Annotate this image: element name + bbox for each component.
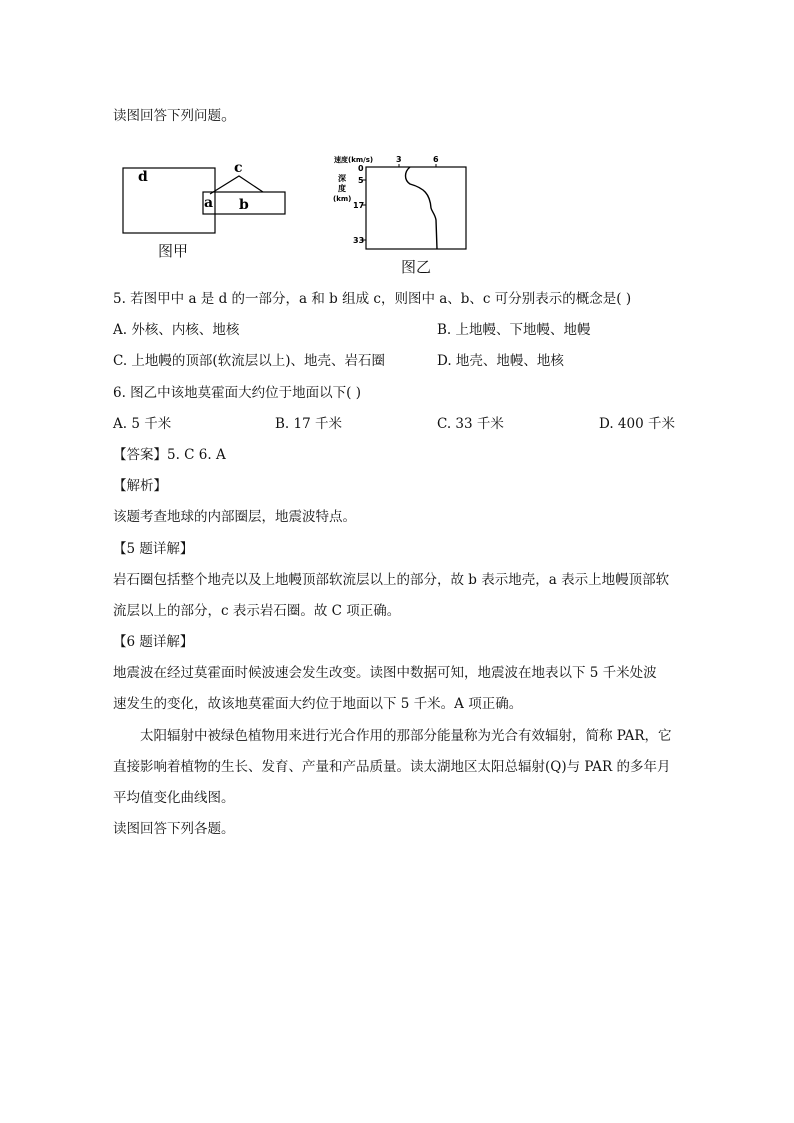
q5-stem: 5. 若图甲中 a 是 d 的一部分，a 和 b 组成 c，则图中 a、b、c 可分别表示的概念是( )	[113, 291, 632, 307]
answer-line: 【答案】5. C 6. A	[113, 447, 226, 463]
depth-33: 33	[353, 236, 365, 245]
intro-label: 读图回答下列问题	[113, 108, 221, 124]
passage-line-1: 太阳辐射中被绿色植物用来进行光合作用的那部分能量称为光合有效辐射，简称 PAR，它	[140, 728, 672, 744]
passage-line-3: 平均值变化曲线图。	[113, 790, 235, 806]
tick-3: 3	[396, 155, 402, 164]
q5-option-d: D. 地壳、地幔、地核	[437, 353, 564, 369]
figure-yi-caption: 图乙	[401, 258, 432, 276]
label-a: a	[204, 195, 214, 211]
detail5-line-1: 岩石圈包括整个地壳以及上地幔顶部软流层以上的部分，故 b 表示地壳，a 表示上地幔顶部软	[113, 572, 670, 588]
detail6-line-1: 地震波在经过莫霍面时候波速会发生改变。读图中数据可知，地震波在地表以下 5 千米处波	[113, 665, 657, 681]
label-b: b	[239, 197, 249, 213]
q5-option-c: C. 上地幔的顶部(软流层以上)、地壳、岩石圈	[113, 353, 385, 369]
q6-stem: 6. 图乙中该地莫霍面大约位于地面以下( )	[113, 385, 361, 401]
figure-jia-diagram	[118, 160, 298, 240]
detail6-title: 【6 题详解】	[113, 634, 194, 650]
figure-yi-chart	[328, 150, 478, 256]
depth-label-2: 度	[338, 184, 346, 193]
depth-label-1: 深	[338, 174, 346, 183]
final-instruction: 读图回答下列各题。	[113, 821, 235, 837]
intro-mark: 。	[221, 105, 238, 124]
velocity-label: 速度(km/s)	[334, 156, 374, 164]
analysis-text: 该题考查地球的内部圈层，地震波特点。	[113, 509, 356, 525]
figure-jia	[118, 160, 298, 265]
depth-17: 17	[353, 201, 365, 210]
detail5-title: 【5 题详解】	[113, 541, 194, 557]
q5-option-a: A. 外核、内核、地核	[113, 322, 240, 338]
depth-label-3: (km)	[333, 195, 352, 203]
q6-option-b: B. 17 千米	[275, 416, 342, 432]
depth-5: 5	[358, 176, 364, 185]
depth-0: 0	[358, 164, 364, 173]
figure-jia-caption: 图甲	[158, 242, 189, 260]
q5-option-b: B. 上地幔、下地幔、地幔	[437, 322, 591, 338]
analysis-title: 【解析】	[113, 478, 167, 494]
intro-text	[113, 106, 237, 125]
passage-line-2: 直接影响着植物的生长、发育、产量和产品质量。读太湖地区太阳总辐射(Q)与 PAR 的多年月	[113, 759, 671, 775]
q6-option-d: D. 400 千米	[599, 416, 675, 432]
label-d: d	[138, 169, 148, 185]
detail6-line-2: 速发生的变化，故该地莫霍面大约位于地面以下 5 千米。A 项正确。	[113, 696, 523, 712]
q6-option-c: C. 33 千米	[437, 416, 504, 432]
detail5-line-2: 流层以上的部分，c 表示岩石圈。故 C 项正确。	[113, 603, 401, 619]
figure-yi	[328, 150, 478, 278]
tick-6: 6	[433, 155, 439, 164]
label-c: c	[234, 160, 243, 176]
q6-option-a: A. 5 千米	[113, 416, 172, 432]
